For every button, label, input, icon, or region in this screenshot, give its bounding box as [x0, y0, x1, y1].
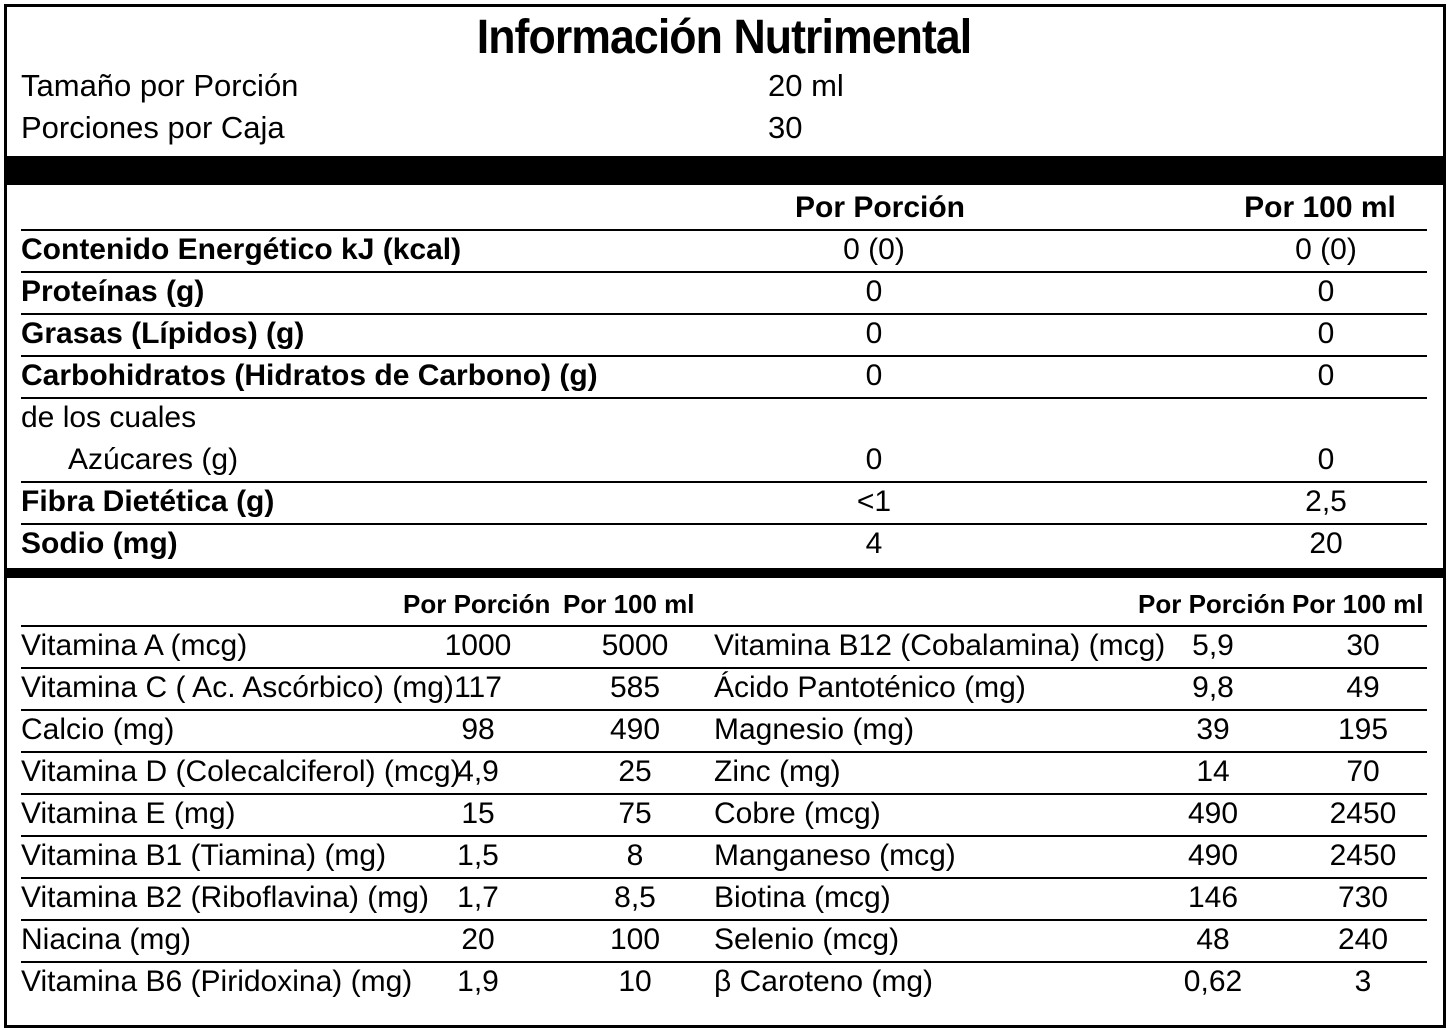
vitamin-label: Vitamina A (mcg): [21, 629, 248, 662]
nutrient-value-portion: 0: [865, 443, 883, 476]
vitamin-label: Vitamina B1 (Tiamina) (mg): [21, 839, 387, 872]
vitamin-label: Vitamina C ( Ac. Ascórbico) (mg): [21, 671, 454, 704]
vitamin-label: Manganeso (mcg): [714, 839, 956, 872]
nutrient-value-portion: 0 (0): [843, 233, 905, 266]
vitamin-label: Zinc (mg): [714, 755, 841, 788]
vitamin-value-portion: 14: [1196, 755, 1230, 788]
vitamin-value-portion: 1,5: [457, 839, 499, 872]
vitamin-value-100ml: 3: [1354, 965, 1372, 998]
vitamin-value-100ml: 25: [618, 755, 652, 788]
vitamin-value-100ml: 8: [626, 839, 644, 872]
nutrient-value-portion: 0: [865, 275, 883, 308]
nutrient-value-100ml: 2,5: [1305, 485, 1347, 518]
vitamin-value-100ml: 585: [609, 671, 661, 704]
vitamin-label: β Caroteno (mg): [714, 965, 933, 998]
nutrient-value-portion: 0: [865, 317, 883, 350]
nutrient-value-100ml: 0: [1317, 317, 1335, 350]
vitamin-label: Niacina (mg): [21, 923, 192, 956]
nutrient-label: Proteínas (g): [21, 275, 205, 308]
vitamin-value-100ml: 2450: [1329, 797, 1397, 830]
vitamin-value-100ml: 240: [1337, 923, 1389, 956]
vitamin-value-portion: 39: [1196, 713, 1230, 746]
vitamin-value-portion: 117: [454, 671, 502, 704]
nutrient-label: Azúcares (g): [68, 443, 239, 476]
vitamin-label: Vitamina B6 (Piridoxina) (mg): [21, 965, 413, 998]
vitamin-label: Selenio (mcg): [714, 923, 900, 956]
nutrient-value-100ml: 0: [1317, 359, 1335, 392]
servings-per-box-label: Porciones por Caja: [21, 110, 285, 145]
vitamin-value-100ml: 490: [609, 713, 661, 746]
vitamin-value-portion: 9,8: [1192, 671, 1234, 704]
vitamin-header-portion-right: Por Porción: [1138, 589, 1286, 619]
nutrient-value-portion: <1: [856, 485, 892, 518]
vitamin-value-portion: 5,9: [1192, 629, 1234, 662]
nutrient-label: Sodio (mg): [21, 527, 178, 560]
vitamin-value-100ml: 730: [1337, 881, 1389, 914]
row-divider: [21, 397, 1427, 399]
vitamin-value-100ml: 10: [618, 965, 652, 998]
vitamin-value-portion: 15: [461, 797, 495, 830]
nutrient-label: Grasas (Lípidos) (g): [21, 317, 305, 350]
vitamin-value-100ml: 5000: [601, 629, 669, 662]
vitamin-value-portion: 4,9: [457, 755, 499, 788]
vitamin-value-portion: 0,62: [1183, 965, 1243, 998]
nutrient-value-100ml: 0 (0): [1295, 233, 1357, 266]
vitamin-value-portion: 48: [1196, 923, 1230, 956]
servings-per-box-value: 30: [768, 110, 803, 145]
vitamin-label: Calcio (mg): [21, 713, 175, 746]
label-title: Información Nutrimental: [476, 11, 972, 64]
nutrient-value-portion: 0: [865, 359, 883, 392]
vitamin-value-100ml: 195: [1337, 713, 1389, 746]
vitamin-value-portion: 98: [461, 713, 495, 746]
macro-header-100ml: Por 100 ml: [1244, 191, 1396, 224]
vitamin-value-100ml: 75: [618, 797, 652, 830]
nutrient-value-100ml: 20: [1309, 527, 1343, 560]
serving-size-value: 20 ml: [768, 68, 844, 103]
vitamin-label: Vitamina D (Colecalciferol) (mcg): [21, 755, 461, 788]
nutrient-value-100ml: 0: [1317, 443, 1335, 476]
vitamin-value-100ml: 49: [1346, 671, 1380, 704]
vitamin-header-portion-left: Por Porción: [403, 589, 551, 619]
vitamin-label: Ácido Pantoténico (mg): [714, 671, 1026, 704]
vitamin-value-100ml: 8,5: [614, 881, 656, 914]
vitamin-label: Biotina (mcg): [714, 881, 891, 914]
vitamin-value-100ml: 30: [1346, 629, 1380, 662]
serving-size-label: Tamaño por Porción: [21, 68, 299, 103]
divider-bar-2: [4, 568, 1446, 578]
vitamin-label: Vitamina B2 (Riboflavina) (mg): [21, 881, 429, 914]
vitamin-value-portion: 1,9: [457, 965, 499, 998]
vitamin-label: Vitamina E (mg): [21, 797, 236, 830]
nutrient-value-portion: 4: [865, 527, 883, 560]
vitamin-header-100ml-left: Por 100 ml: [563, 589, 695, 619]
vitamin-value-portion: 1,7: [457, 881, 499, 914]
vitamin-value-portion: 1000: [444, 629, 512, 662]
nutrient-label: Contenido Energético kJ (kcal): [21, 233, 462, 266]
vitamin-value-portion: 146: [1187, 881, 1239, 914]
vitamin-value-100ml: 100: [609, 923, 661, 956]
divider-bar: [4, 156, 1446, 185]
vitamin-value-portion: 20: [461, 923, 495, 956]
nutrient-value-100ml: 0: [1317, 275, 1335, 308]
nutrient-label: Fibra Dietética (g): [21, 485, 275, 518]
vitamin-value-portion: 490: [1187, 797, 1239, 830]
vitamin-value-portion: 490: [1187, 839, 1239, 872]
vitamin-value-100ml: 70: [1346, 755, 1380, 788]
vitamin-label: Cobre (mcg): [714, 797, 881, 830]
macro-header-portion: Por Porción: [794, 191, 966, 224]
vitamin-header-100ml-right: Por 100 ml: [1292, 589, 1424, 619]
nutrient-label: de los cuales: [21, 401, 197, 434]
nutrient-label: Carbohidratos (Hidratos de Carbono) (g): [21, 359, 598, 392]
vitamin-label: Magnesio (mg): [714, 713, 915, 746]
vitamin-value-100ml: 2450: [1329, 839, 1397, 872]
vitamin-label: Vitamina B12 (Cobalamina) (mcg): [714, 629, 1166, 662]
